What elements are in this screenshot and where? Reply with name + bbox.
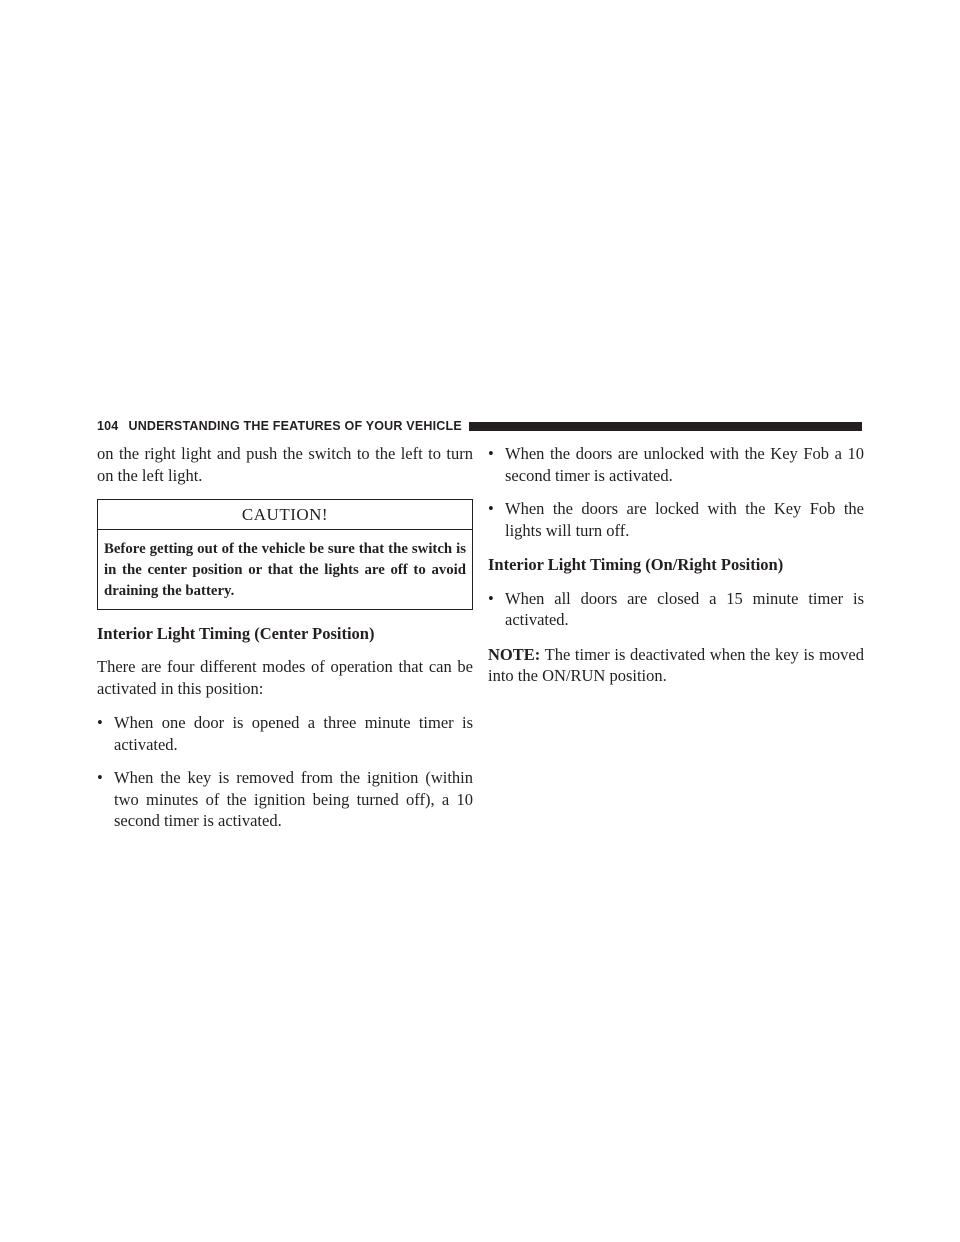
list-item [488, 498, 864, 541]
list-item-text: When all doors are closed a 15 minute timer is activated. [505, 588, 864, 629]
list-item-text: When the doors are unlocked with the Key Fob a 10 second timer is activated. [505, 444, 864, 485]
bullet-list-left [97, 712, 473, 832]
bullet-icon: • [488, 444, 494, 463]
list-item-text: When one door is opened a three minute timer is activated. [114, 713, 473, 754]
list-item-text: When the doors are locked with the Key Fob the lights will turn off. [505, 499, 864, 540]
heading-center-position: Interior Light Timing (Center Position) [97, 623, 375, 643]
list-item [488, 443, 864, 486]
note-paragraph [488, 644, 864, 687]
heading-on-right-position: Interior Light Timing (On/Right Position) [488, 555, 784, 574]
page-number: 104 [97, 419, 119, 433]
list-item [97, 767, 473, 832]
note-label: NOTE: [488, 644, 541, 664]
modes-paragraph: There are four different modes of operation that can be activated in this position: [97, 657, 473, 698]
bullet-icon: • [97, 713, 103, 732]
list-item-text: When the key is removed from the ignition (within two minutes of the ignition being turned off), a 10 second timer is activated. [114, 768, 473, 830]
caution-title: CAUTION! [98, 500, 472, 530]
left-column [97, 443, 473, 845]
list-item [97, 712, 473, 755]
bullet-icon: • [488, 588, 494, 608]
intro-paragraph: on the right light and push the switch to the left to turn on the left light. [97, 444, 473, 485]
bullet-icon: • [97, 768, 103, 787]
header-rule [469, 422, 862, 431]
caution-box [97, 499, 473, 610]
bullet-list-right-bottom [488, 588, 864, 631]
right-column [488, 443, 864, 700]
page-header [97, 419, 862, 433]
list-item [488, 588, 864, 631]
section-title: UNDERSTANDING THE FEATURES OF YOUR VEHICLE [128, 419, 462, 433]
bullet-list-right-top [488, 443, 864, 541]
bullet-icon: • [488, 499, 494, 518]
caution-text: Before getting out of the vehicle be sure that the switch is in the center position or that the lights are off to avoid draining the battery. [104, 540, 466, 599]
note-text: The timer is deactivated when the key is moved into the ON/RUN position. [488, 644, 864, 685]
